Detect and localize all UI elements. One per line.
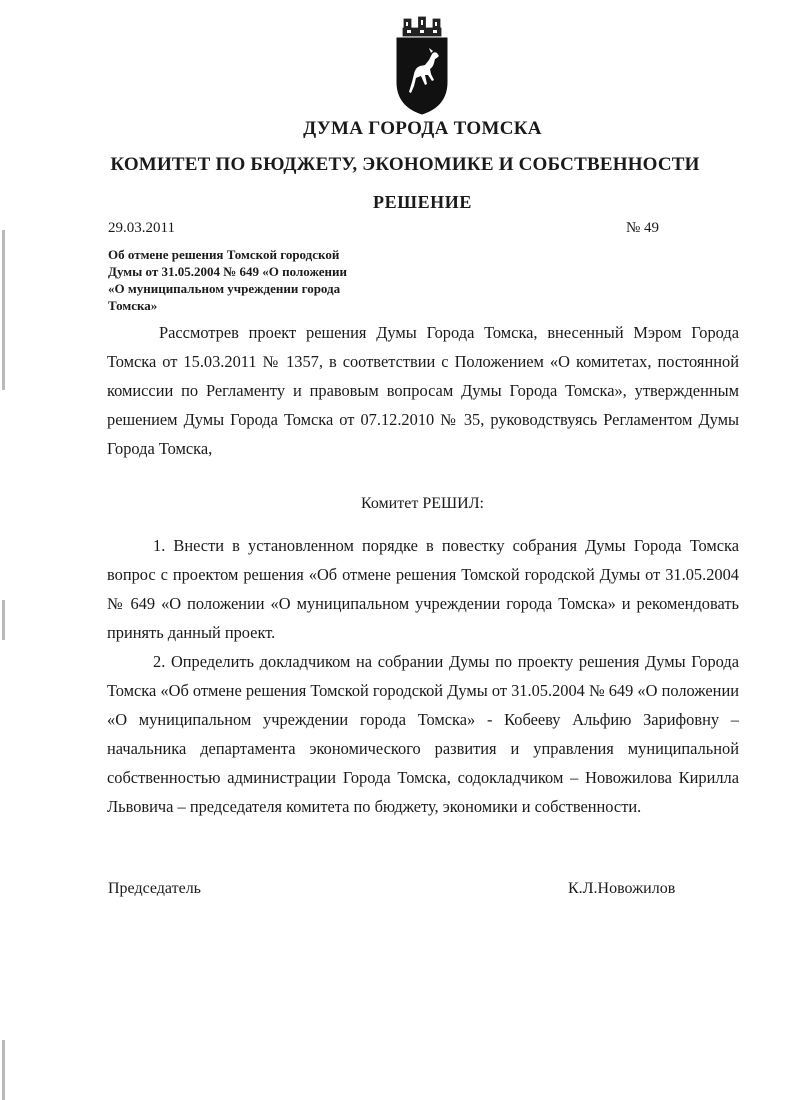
signatory-name: К.Л.Новожилов (568, 880, 676, 897)
scan-edge-mark (2, 230, 5, 390)
subject-line: Томска» (108, 298, 158, 313)
resolution-heading: Комитет РЕШИЛ: (360, 495, 484, 512)
subject-block (108, 246, 390, 314)
decision-item-1: 1. Внести в установленном порядке в повестку собрания Думы Города Томска вопрос с проектом решения «Об отмене решения Томской городской Думы от 31.05.2004 № 649 «О положении «О муниципальном учреждении города Томска» и рекомендовать принять данный проект. (107, 536, 739, 642)
preamble-paragraph: Рассмотрев проект решения Думы Города Томска, внесенный Мэром Города Томска от 15.03.2011 № 1357, в соответствии с Положением «О комитетах, постоянной комиссии по Регламенту и правовым вопросам Думы Города Томска», утвержденным решением Думы Города Томска от 07.12.2010 № 35, руководствуясь Регламентом Думы Города Томска, (107, 323, 739, 458)
signatory-title: Председатель (108, 880, 201, 897)
coat-of-arms-icon (387, 14, 457, 118)
organization-title: ДУМА ГОРОДА ТОМСКА (303, 118, 542, 139)
document-number: № 49 (626, 220, 660, 236)
committee-title: КОМИТЕТ ПО БЮДЖЕТУ, ЭКОНОМИКЕ И СОБСТВЕННОСТИ (110, 154, 700, 175)
subject-line: «О муниципальном учреждении города (108, 281, 341, 296)
scan-edge-mark (2, 1040, 5, 1100)
scan-edge-mark (2, 600, 5, 640)
document-date: 29.03.2011 (108, 220, 175, 236)
subject-line: Думы от 31.05.2004 № 649 «О положении (108, 264, 347, 279)
subject-line: Об отмене решения Томской городской (108, 247, 340, 262)
decision-item-2: 2. Определить докладчиком на собрании Думы по проекту решения Думы Города Томска «Об отмене решения Томской городской Думы от 31.05.2004 № 649 «О положении «О муниципальном учреждении города Томска» - Кобееву Альфию Зарифовну – начальника департамента экономического развития и управления муниципальной собственностью администрации Города Томска, содокладчиком – Новожилова Кирилла Львовича – председателя комитета по бюджету, экономики и собственности. (107, 652, 739, 816)
document-type-heading: РЕШЕНИЕ (373, 192, 472, 212)
